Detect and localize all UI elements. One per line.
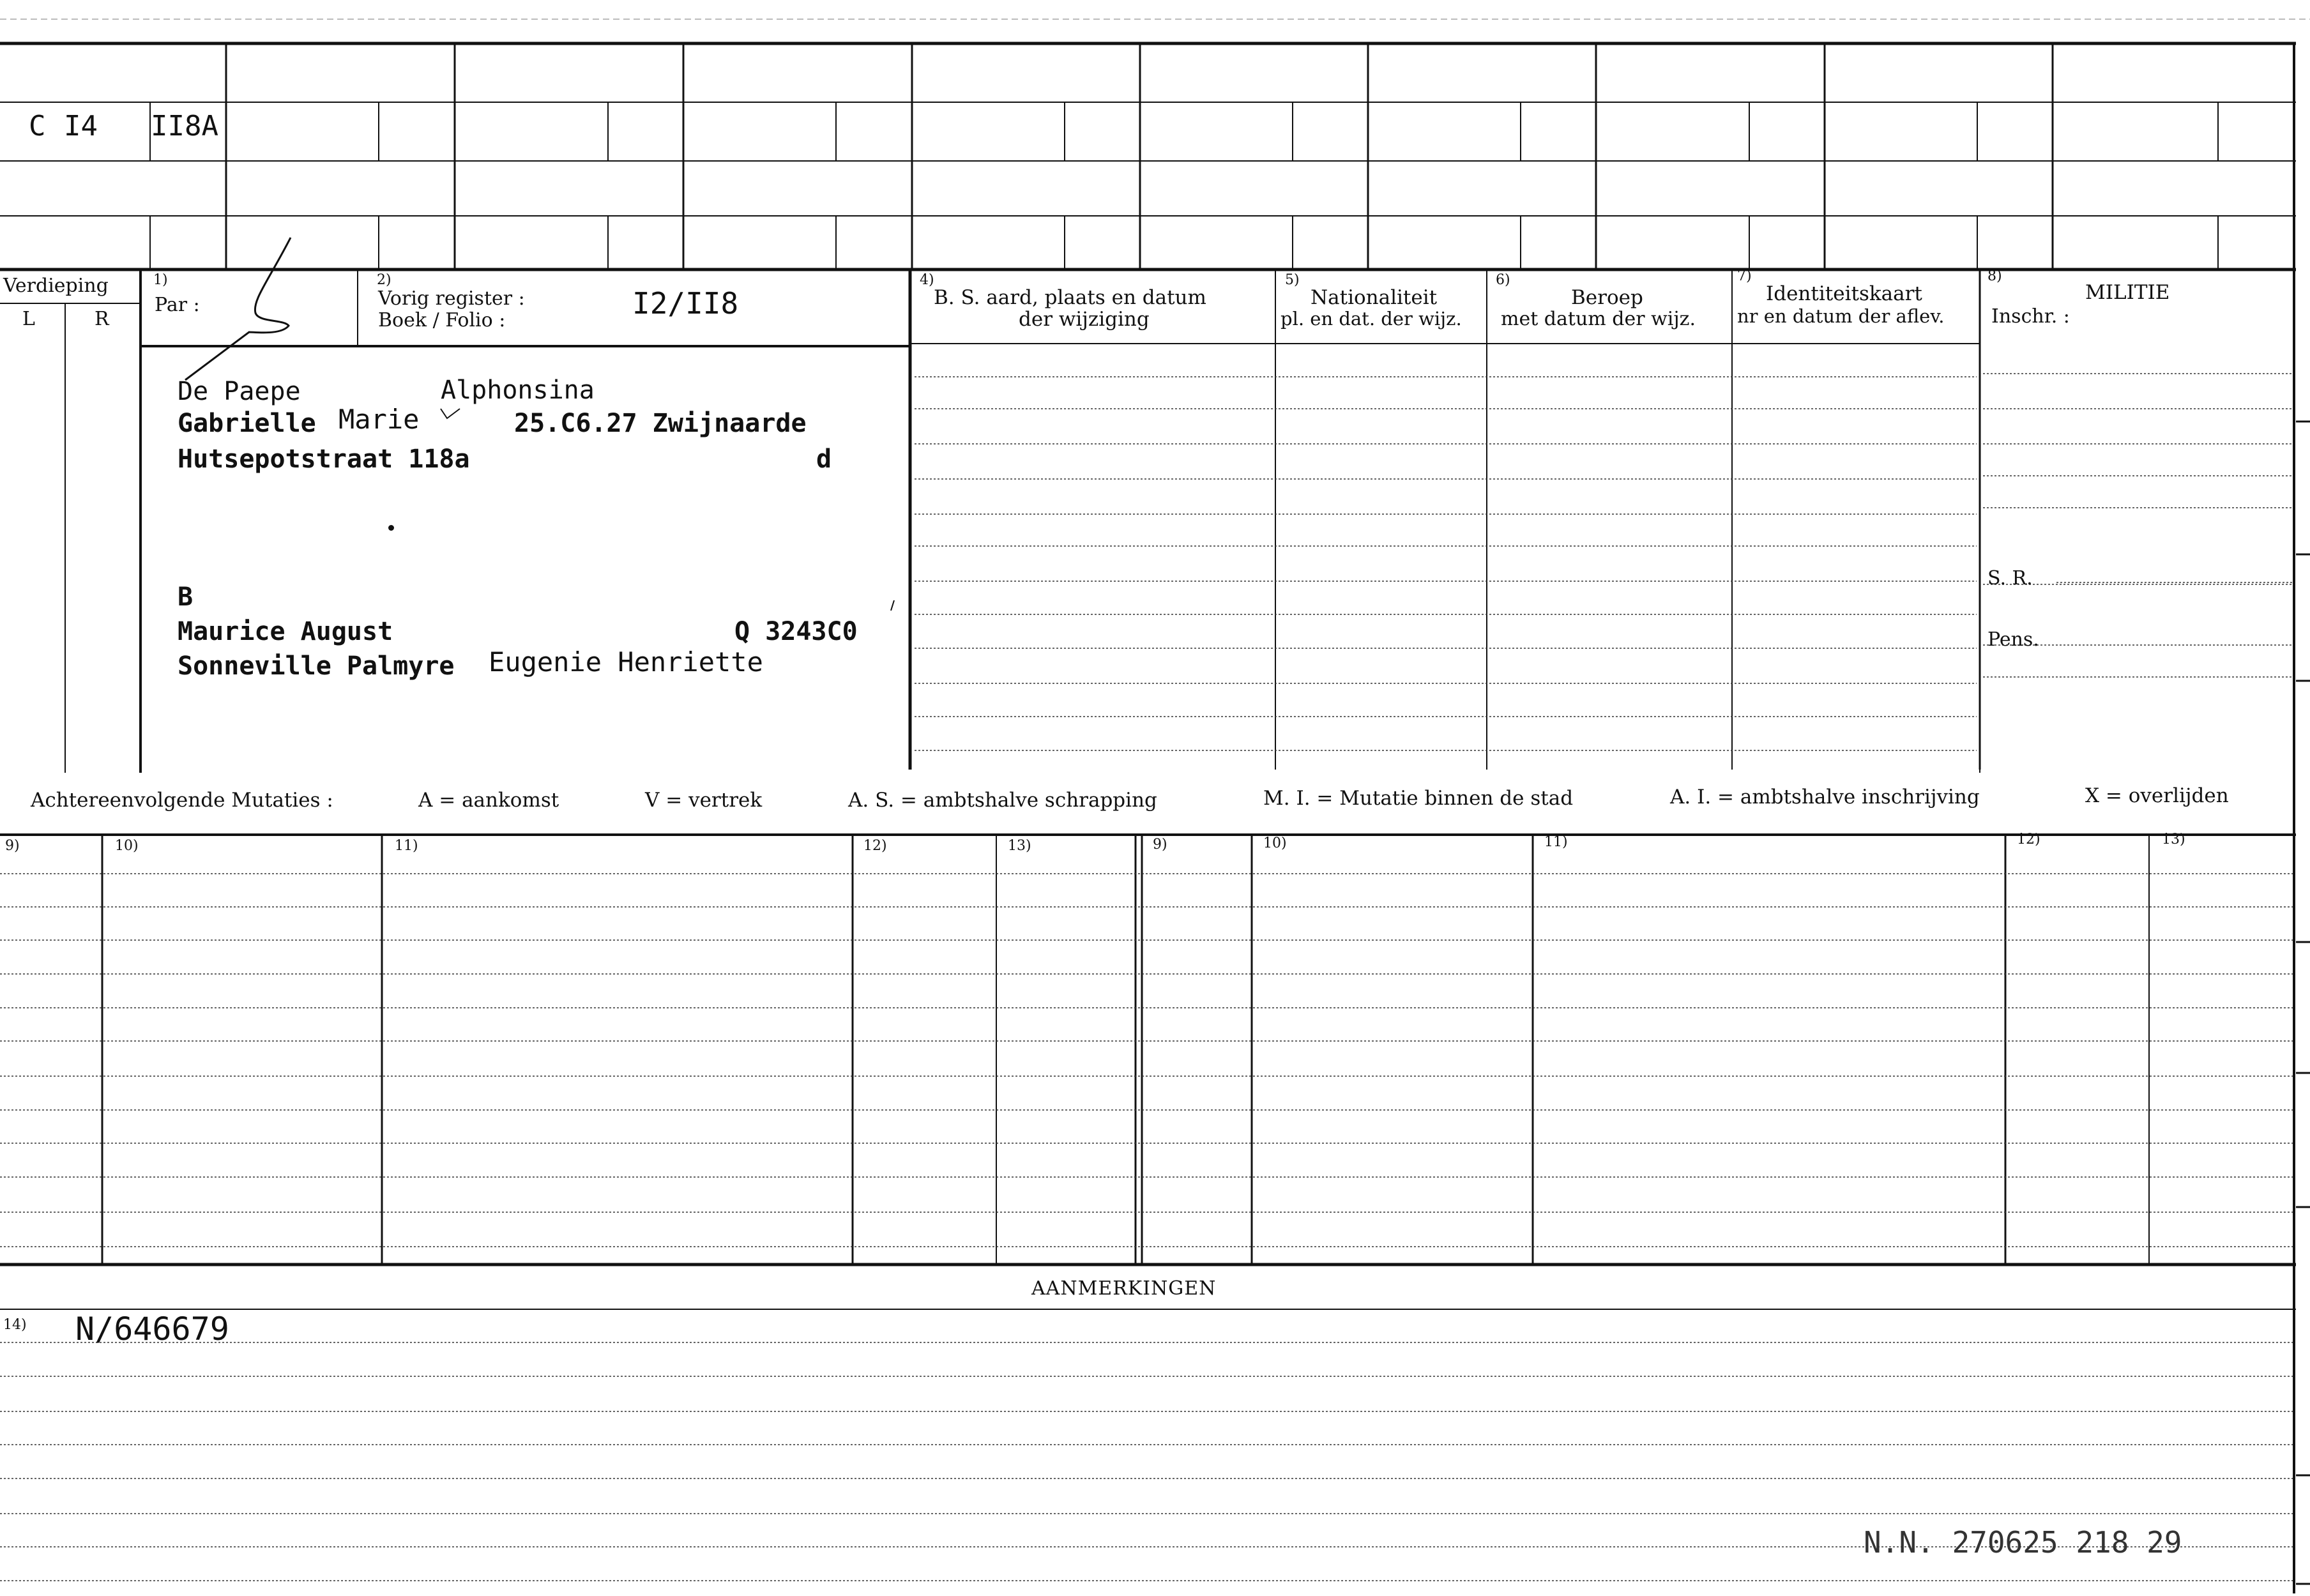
label-sr: S. R. xyxy=(1987,567,2033,589)
col-num-12-left: 12) xyxy=(863,838,887,854)
header-vorig-register: Vorig register : xyxy=(378,287,525,310)
field-number-6: 6) xyxy=(1496,272,1510,288)
col-num-11-left: 11) xyxy=(395,838,418,854)
field-number-1: 1) xyxy=(153,272,168,288)
col-num-10-right: 10) xyxy=(1263,835,1287,851)
col-num-9-left: 9) xyxy=(5,838,20,854)
header-bs-line2: der wijziging xyxy=(1019,308,1150,331)
vorig-register-value: I2/II8 xyxy=(632,286,739,321)
field-number-7: 7) xyxy=(1737,268,1752,284)
person-given-hand-2: Alphonsina xyxy=(441,376,595,405)
header-bs-line1: B. S. aard, plaats en datum xyxy=(934,286,1206,309)
code-ii8a: II8A xyxy=(151,110,218,142)
header-verdieping: Verdieping xyxy=(3,275,109,297)
col-num-10-left: 10) xyxy=(115,838,139,854)
header-nationaliteit: Nationaliteit xyxy=(1311,286,1438,309)
header-nationaliteit-sub: pl. en dat. der wijz. xyxy=(1280,308,1462,330)
field-number-2: 2) xyxy=(377,272,391,288)
code-i14: I4 xyxy=(64,110,98,142)
field-number-5: 5) xyxy=(1285,272,1300,288)
mutaties-title: Achtereenvolgende Mutaties : xyxy=(31,789,333,812)
label-pens: Pens. xyxy=(1987,628,2039,651)
mutaties-as: A. S. = ambtshalve schrapping xyxy=(848,789,1157,812)
person-address: Hutsepotstraat 118a xyxy=(178,445,470,474)
person-given-name: Gabrielle xyxy=(178,409,316,438)
mutaties-x: X = overlijden xyxy=(2085,784,2229,807)
col-num-12-right: 12) xyxy=(2017,832,2040,847)
field-number-8: 8) xyxy=(1987,268,2002,284)
code-c: C xyxy=(29,110,46,142)
person-birth: 25.C6.27 Zwijnaarde xyxy=(514,409,807,438)
col-num-11-right: 11) xyxy=(1544,834,1568,850)
header-l: L xyxy=(22,308,35,330)
header-beroep: Beroep xyxy=(1571,286,1643,309)
field-number-4: 4) xyxy=(920,272,934,288)
aanmerkingen-title: AANMERKINGEN xyxy=(1031,1277,1217,1300)
header-militie: MILITIE xyxy=(2085,281,2170,304)
header-boek-folio: Boek / Folio : xyxy=(378,309,506,331)
mutaties-ai: A. I. = ambtshalve inschrijving xyxy=(1670,786,1980,809)
header-identiteitskaart-sub: nr en datum der aflev. xyxy=(1737,305,1945,327)
header-identiteitskaart: Identiteitskaart xyxy=(1766,282,1922,305)
field-number-14: 14) xyxy=(3,1317,27,1333)
person-given-hand-1: Marie xyxy=(338,404,420,435)
col-num-13-left: 13) xyxy=(1008,838,1031,854)
footer-code: N.N. 270625 218 29 xyxy=(1864,1525,2182,1560)
ink-dot xyxy=(388,525,394,531)
person-mother-hand: Eugenie Henriette xyxy=(489,646,763,678)
person-mark-d: d xyxy=(816,445,832,474)
person-surname: De Paepe xyxy=(178,377,301,406)
header-r: R xyxy=(95,308,109,330)
person-reference: Q 3243C0 xyxy=(734,617,858,646)
person-mother: Sonneville Palmyre xyxy=(178,651,455,681)
col-num-13-right: 13) xyxy=(2162,832,2185,847)
mutaties-mi: M. I. = Mutatie binnen de stad xyxy=(1263,787,1574,810)
mutaties-a: A = aankomst xyxy=(418,789,559,812)
person-mark-b: B xyxy=(178,582,194,612)
col-num-9-right: 9) xyxy=(1153,837,1167,853)
person-father: Maurice August xyxy=(178,617,393,646)
header-par: Par : xyxy=(155,294,200,316)
mutaties-v: V = vertrek xyxy=(645,789,763,812)
aanmerkingen-value: N/646679 xyxy=(75,1311,229,1348)
header-beroep-sub: met datum der wijz. xyxy=(1501,308,1696,330)
header-inschr: Inschr. : xyxy=(1991,305,2070,328)
